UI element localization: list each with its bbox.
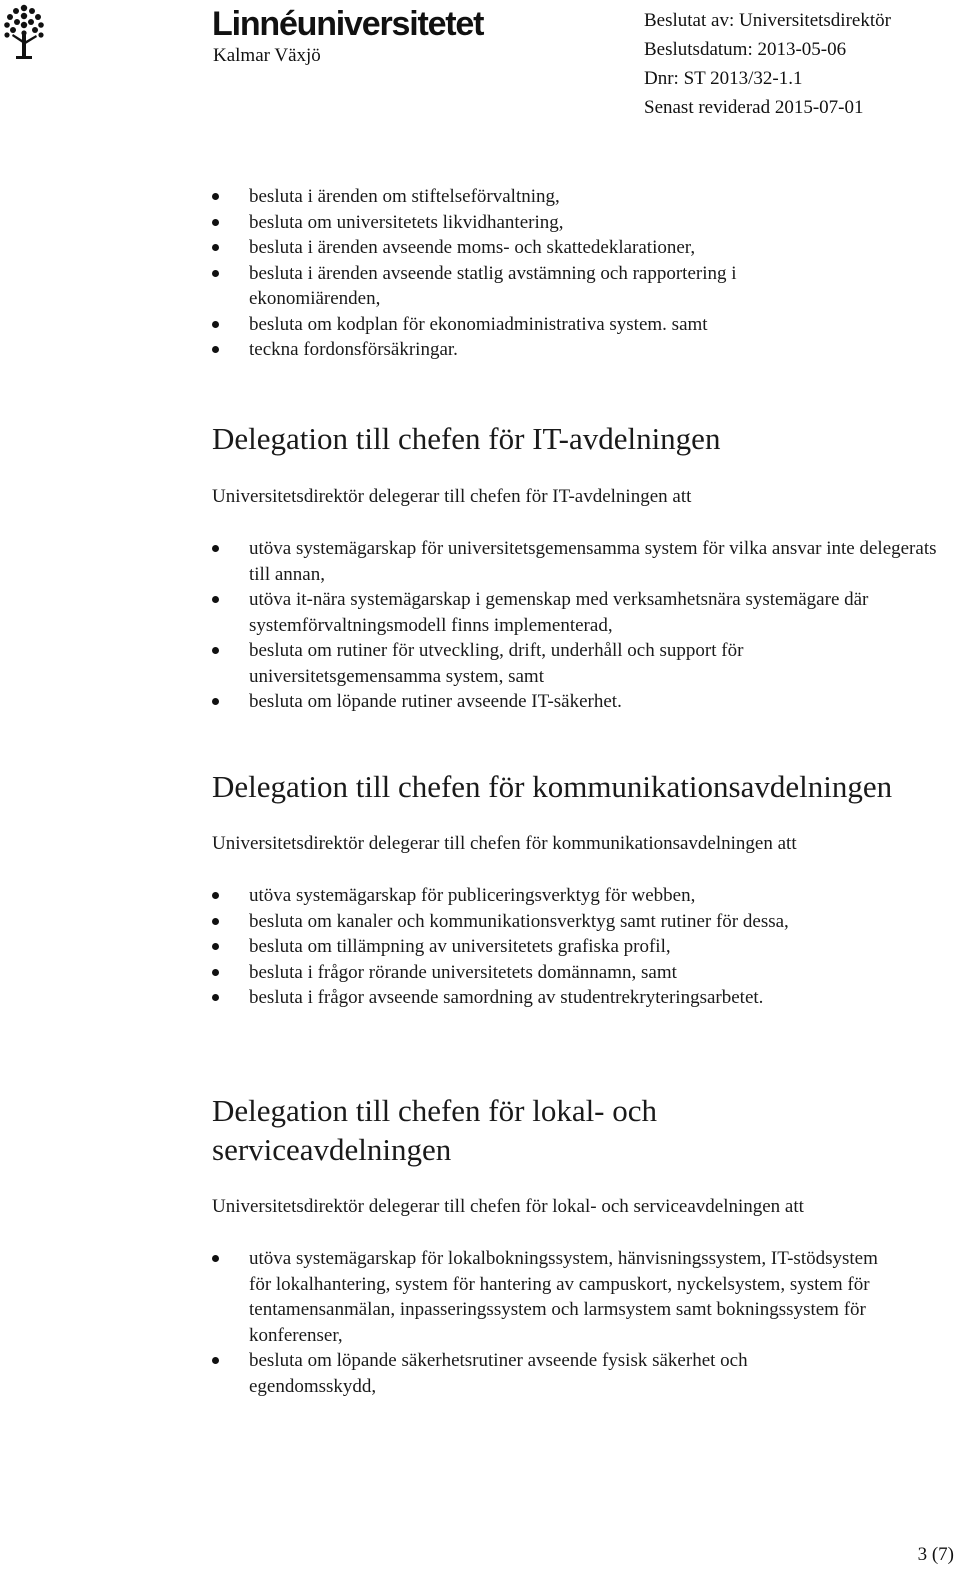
section-title-facilities-line1: Delegation till chefen för lokal- och [212,1093,658,1128]
university-wordmark: Linnéuniversitetet [212,5,484,43]
section-title-facilities-line2: serviceavdelningen [212,1132,452,1167]
top-bullet-list [0,184,960,363]
section-it-list [0,536,960,715]
section-facilities-list [0,1246,960,1399]
list-item: besluta om tillämpning av universitetets grafiska profil, [0,934,960,960]
list-item: besluta i frågor rörande universitetets domännamn, samt [0,960,960,986]
list-item: utöva systemägarskap för universitetsgemensamma system för vilka ansvar inte delegerats till annan, [0,536,960,587]
list-item: besluta om löpande säkerhetsrutiner avseende fysisk säkerhet och egendomsskydd, [0,1348,960,1399]
tree-logo-icon [2,2,46,60]
list-item: besluta i ärenden om stiftelseförvaltning, [0,184,960,210]
section-title-it: Delegation till chefen för IT-avdelningen [212,421,721,456]
section-communication-list [0,883,960,1011]
page-number: 3 (7) [917,1544,954,1565]
list-item: utöva systemägarskap för lokalbokningssystem, hänvisningssystem, IT-stödsystem för lokalhantering, system för hantering av campuskort, nyckelsystem, system för tentamensanmälan, inpasseringssystem och larmsystem samt bokningssystem för konferenser, [0,1246,960,1348]
decided-by: Beslutat av: Universitetsdirektör [644,10,891,31]
university-campuses: Kalmar Växjö [213,45,321,66]
list-item: teckna fordonsförsäkringar. [0,337,960,363]
list-item: besluta i ärenden avseende statlig avstämning och rapportering i ekonomiärenden, [0,261,960,312]
section-title-communication: Delegation till chefen för kommunikationsavdelningen [212,769,893,804]
list-item: besluta om kanaler och kommunikationsverktyg samt rutiner för dessa, [0,909,960,935]
list-item: besluta i frågor avseende samordning av studentrekryteringsarbetet. [0,985,960,1011]
list-item: utöva systemägarskap för publiceringsverktyg för webben, [0,883,960,909]
section-intro-it: Universitetsdirektör delegerar till chefen för IT-avdelningen att [212,486,692,507]
document-metadata [644,6,891,122]
list-item: besluta om rutiner för utveckling, drift, underhåll och support för universitetsgemensamma system, samt [0,638,960,689]
list-item: utöva it-nära systemägarskap i gemenskap med verksamhetsnära systemägare där systemförvaltningsmodell finns implementerad, [0,587,960,638]
list-item: besluta om löpande rutiner avseende IT-säkerhet. [0,689,960,715]
section-intro-communication: Universitetsdirektör delegerar till chefen för kommunikationsavdelningen att [212,833,797,854]
section-intro-facilities: Universitetsdirektör delegerar till chefen för lokal- och serviceavdelningen att [212,1196,804,1217]
list-item: besluta om kodplan för ekonomiadministrativa system. samt [0,312,960,338]
list-item: besluta om universitetets likvidhantering, [0,210,960,236]
list-item: besluta i ärenden avseende moms- och skattedeklarationer, [0,235,960,261]
last-revised: Senast reviderad 2015-07-01 [644,97,864,118]
decision-date: Beslutsdatum: 2013-05-06 [644,39,847,60]
document-number: Dnr: ST 2013/32-1.1 [644,68,803,89]
